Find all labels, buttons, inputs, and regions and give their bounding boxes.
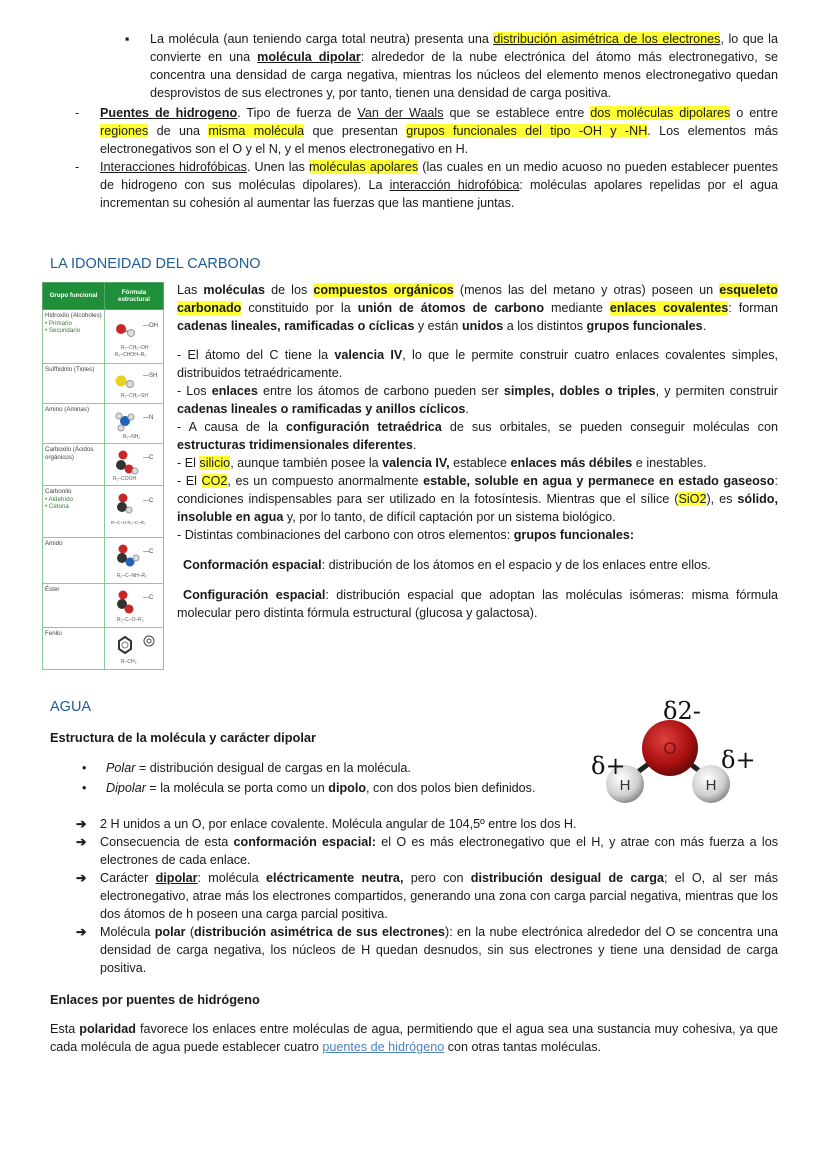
arrow-right-icon: ➔ [76, 835, 87, 849]
svg-text:R₁–C–O–R₂: R₁–C–O–R₂ [117, 616, 144, 623]
bullet-dot: • [82, 761, 87, 775]
carbono-point-co2: - El CO2, es un compuesto anormalmente estable, soluble en agua y permanece en estado gaseoso: condiciones indispensables para ser utilizado en la fotosíntesis. Mientras que el sílice (SiO2), es sólido, insoluble en agua y, por lo tanto, de difícil captación por un sistema biológico. [177, 474, 778, 524]
agua-final-paragraph: Esta polaridad favorece los enlaces entre moléculas de agua, permitiendo que el agua sea una sustancia muy cohesiva, ya que cada molécula de agua puede establecer cuatro puentes de hidrógeno con otras tantas moléculas. [50, 1022, 778, 1054]
svg-text:R₁–COOH: R₁–COOH [113, 475, 137, 482]
puentes-heading: Enlaces por puentes de hidrógeno [50, 992, 260, 1007]
table-row: Amino (Aminas) [43, 404, 105, 444]
bullet-dot: • [82, 781, 87, 795]
svg-text:R₁–NH₂: R₁–NH₂ [123, 433, 141, 440]
dipolar-definition: • Dipolar = la molécula se porta como un dipolo, con dos polos bien definidos. [82, 781, 536, 795]
amide-model-icon [105, 538, 164, 584]
svg-text:R–C–H R₁–C–R₂: R–C–H R₁–C–R₂ [111, 519, 146, 525]
conformacion-espacial: Conformación espacial: distribución de los átomos en el espacio y de los enlaces entre ellos. [183, 558, 711, 572]
ester-model-icon [105, 584, 164, 628]
arrow-item: ➔ Molécula polar (distribución asimétrica de sus electrones): en la nube electrónica alrededor del O se concentra una densidad de carga negativa, los núcleos de H quedan desnudos, sin sus electrones y tiene una densidad de carga positiva. [76, 925, 778, 975]
svg-text:—C: —C [143, 548, 154, 555]
svg-text:—N: —N [143, 414, 154, 421]
carbono-point-valencia: - El átomo del C tiene la valencia IV, lo que le permite construir cuatro enlaces covalentes simples, distribuidos tetraédricamente. [177, 348, 778, 380]
table-row: Éster [43, 584, 105, 628]
table-row: Sulfhidrilo (Tioles) [43, 364, 105, 404]
puentes-hidrogeno-link[interactable]: puentes de hidrógeno [322, 1040, 445, 1054]
svg-text:O: O [663, 739, 677, 758]
arrow-right-icon: ➔ [76, 925, 87, 939]
table-header-grupo: Grupo funcional [43, 283, 105, 310]
amino-model-icon [105, 404, 164, 444]
svg-text:R₁–CH₂–OH: R₁–CH₂–OH [121, 344, 149, 351]
table-row: Fenilo [43, 628, 105, 670]
carbono-point-silicio: - El silicio, aunque también posee la valencia IV, establece enlaces más débiles e inestables. [177, 456, 707, 470]
arrow-right-icon: ➔ [76, 817, 87, 831]
table-header-formula: Fórmula estructural [105, 283, 164, 310]
table-row: Amido [43, 538, 105, 584]
carbonyl-model-icon [105, 486, 164, 538]
svg-text:—C: —C [143, 497, 154, 504]
agua-subheading: Estructura de la molécula y carácter dipolar [50, 730, 316, 745]
svg-text:R–CH₂: R–CH₂ [121, 658, 137, 665]
carbono-intro: Las moléculas de los compuestos orgánicos (menos las del metano y otras) poseen un esqueleto carbonado constituido por la unión de átomos de carbono mediante enlaces covalentes: forman cadenas lineales, ramificadas o cíclicas y están unidos a los distintos grupos funcionales. [177, 283, 778, 333]
dash-bullet: - [75, 160, 80, 174]
configuracion-espacial: Configuración espacial: distribución espacial que adoptan las moléculas isómeras: misma fórmula molecular pero distinta fórmula estructural (glucosa y galactosa). [177, 588, 779, 620]
arrow-item: ➔ 2 H unidos a un O, por enlace covalente. Molécula angular de 104,5º entre los dos H. [76, 817, 577, 831]
svg-text:H: H [619, 777, 631, 794]
phenyl-model-icon [105, 628, 164, 670]
svg-text:R₁–CH₂–SH: R₁–CH₂–SH [121, 392, 148, 399]
arrow-item: ➔ Carácter dipolar: molécula eléctricamente neutra, pero con distribución desigual de carga; el O, al ser más electronegativo, atrae más los electrones compartidos, generando una zona con carga parcial negativa, mientras que los dos átomos de h poseen una carga parcial positiva. [76, 871, 779, 921]
carbono-point-tetraedrica: - A causa de la configuración tetraédrica de sus orbitales, se pueden conseguir moléculas con estructuras tridimensionales diferentes. [177, 420, 778, 452]
arrow-right-icon: ➔ [76, 871, 87, 885]
table-row: Carbonilo • Aldehído • Cetona [43, 486, 105, 538]
delta-plus-left-label: δ+ [591, 752, 626, 780]
table-row: Hidroxilo (Alcoholes) • Primario • Secundario [43, 310, 105, 364]
hidrofobicas-item: - Interacciones hidrofóbicas. Unen las moléculas apolares (las cuales en un medio acuoso no pueden establecer puentes de hidrogeno con sus moléculas dipolares). La interacción hidrofóbica: moléculas apolares repelidas por el agua incrementan su cohesión al aumentar las fuerzas que las mantiene juntas. [75, 160, 778, 210]
functional-groups-table [42, 282, 164, 670]
carboxyl-model-icon [105, 444, 164, 486]
delta-plus-right-label: δ+ [721, 746, 756, 774]
hydroxyl-model-icon [105, 310, 164, 364]
svg-text:—C: —C [143, 454, 154, 461]
svg-text:—C: —C [143, 594, 154, 601]
svg-text:—SH: —SH [143, 372, 158, 379]
top-bullet: ▪ La molécula (aun teniendo carga total neutra) presenta una distribución asimétrica de los electrones, lo que la convierte en una molécula dipolar: alrededor de la nube electrónica del átomo más electronegativo, se concentra una densidad de carga negativa, mientras los núcleos del elemento menos electronegativo quedan desprovistos de sus electrones y, por tanto, tienen una densidad de carga positiva. [125, 32, 778, 100]
agua-arrow-list [76, 815, 779, 977]
sulfhydryl-model-icon [105, 364, 164, 404]
svg-text:H: H [705, 777, 717, 794]
svg-text:R₁–CHOH–R₂: R₁–CHOH–R₂ [115, 351, 147, 358]
carbono-text [177, 281, 778, 622]
section-heading-carbono: LA IDONEIDAD DEL CARBONO [50, 256, 261, 272]
dash-bullet: - [75, 106, 80, 120]
svg-text:R₁–C–NH–R₂: R₁–C–NH–R₂ [117, 572, 148, 579]
arrow-item: ➔ Consecuencia de esta conformación espacial: el O es más electronegativo que el H, y atrae con más fuerza a los electrones de cada enlace. [76, 835, 779, 867]
svg-text:—OH: —OH [143, 322, 158, 329]
carbono-point-enlaces: - Los enlaces entre los átomos de carbono pueden ser simples, dobles o triples, y permiten construir cadenas lineales o ramificadas y anillos cíclicos. [177, 384, 778, 416]
polar-definition: • Polar = distribución desigual de cargas en la molécula. [82, 761, 411, 775]
section-heading-agua: AGUA [50, 699, 92, 715]
delta-minus-label: δ2- [663, 697, 701, 725]
carbono-point-grupos: - Distintas combinaciones del carbono con otros elementos: grupos funcionales: [177, 528, 635, 542]
water-molecule-diagram [585, 692, 765, 804]
puentes-item: - Puentes de hidrogeno. Tipo de fuerza de Van der Waals que se establece entre dos moléculas dipolares o entre regiones de una misma molécula que presentan grupos funcionales del tipo -OH y -NH. Los elementos más electronegativos son el O y el N, y el menos electronegativo en H. [75, 106, 778, 156]
square-bullet-icon: ▪ [125, 32, 130, 46]
table-row: Carboxilo (Ácidos orgánicos) [43, 444, 105, 486]
